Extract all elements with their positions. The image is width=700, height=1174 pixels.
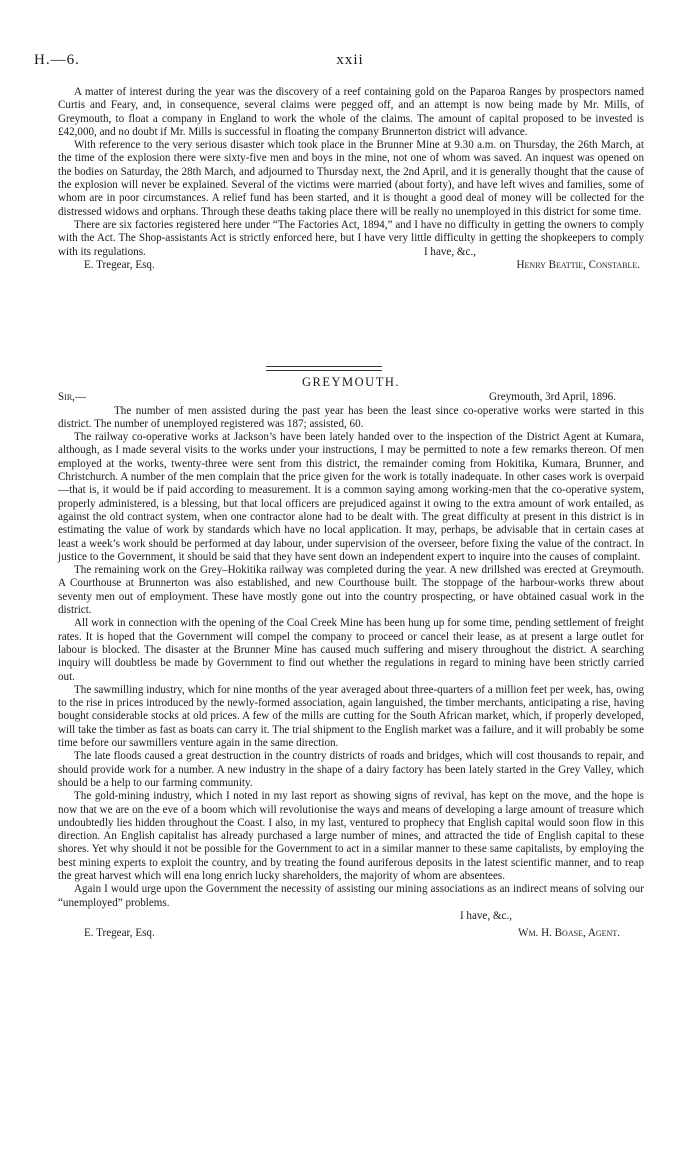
section-divider bbox=[266, 366, 382, 371]
paragraph: All work in connection with the opening of the Coal Creek Mine has been hung up for some time, pending settlement of freight rates. It is hoped that the Government will compel the company to proceed or cancel their lease, as at present a large outlet for labour is blocked. The disaster at the Brunner Mine has caused much suffering and misery throughout the district. A searching inquiry will doubtless be made by Government to find out whether the regulations in regard to mining have been strictly carried out. bbox=[58, 617, 644, 683]
addressee: E. Tregear, Esq. bbox=[84, 259, 155, 272]
salutation-line bbox=[58, 391, 644, 404]
paragraph: The gold-mining industry, which I noted in my last report as showing signs of revival, has kept on the move, and the hope is now that we are on the eve of a boom which will revolutionise the ways and means of developing a large amount of treasure which undoubtedly lies hidden throughout the Coast. I also, in my last, ventured to prophecy that English capital would soon flow in this direction. An English capitalist has already purchased a large number of mines, and attracted the tide of English capital to these shores. Yet why should it not be possible for the Government to act in a similar manner to these same capitalists, by employing the best mining experts to exploit the country, and by treating the found auriferous deposits in the latest scientific manner, and to reap the great harvest which will ena long enrich lucky shareholders, the majority of whom are absentees. bbox=[58, 790, 644, 882]
constable-report bbox=[58, 86, 644, 272]
salutation: Sir,— bbox=[58, 391, 87, 404]
paragraph: With reference to the very serious disaster which took place in the Brunner Mine at 9.30 a.m. on Thursday, the 26th March, at the time of the explosion there were sixty-five men and boys in the mine, not one of whom was saved. An inquest was opened on the bodies on Saturday, the 28th March, and adjourned to Thursday next, the 2nd April, and it is generally thought that the cause of the explosion will never be explained. Several of the victims were married (about forty), and have left wives and families, some of whom are in poor circumstances. A relief fund has been started, and it is thought a good deal of money will be collected for the distressed widows and orphans. Through these deaths taking place there will be really no unemployed in this district for some time. bbox=[58, 139, 644, 218]
paragraph: There are six factories registered here under “The Factories Act, 1894,” and I have no difficulty in getting the owners to comply with the Act. The Shop-assistants Act is strictly enforced here, but I have very little difficulty in getting the shopkeepers to comply with its regulations. bbox=[58, 218, 644, 258]
greymouth-report bbox=[58, 376, 644, 940]
signature-block bbox=[58, 259, 644, 272]
signatory: Henry Beattie, Constable. bbox=[516, 259, 640, 272]
addressee: E. Tregear, Esq. bbox=[84, 927, 155, 940]
page-header bbox=[34, 52, 666, 74]
closing: I have, &c., bbox=[423, 245, 476, 258]
page-number: xxii bbox=[336, 52, 364, 68]
paragraph: The railway co-operative works at Jackson’s have been lately handed over to the inspection of the District Agent at Kumara, although, as I made several visits to the works under your instructions, I may be permitted to note a few remarks thereon. Of men employed at the works, twenty-three were sent from this district, the remainder coming from Hokitika, Kumara, Brunner, and Christchurch. A number of the men complain that the price given for the work is totally inadequate. In other cases work is overpaid—that is, it would be if paid according to measurement. It is a common saying among working-men that the co-operative system, properly administered, is a blessing, but that local officers are prejudiced against it owing to the extra amount of work entailed, as against the old contract system, when one contractor alone had to be dealt with. The great difficulty at present in this district is in estimating the value of work by standards which have no local application. It may, perhaps, be advisable that in certain cases at least a week’s work should be performed at day labour, under supervision of the overseer, before fixing the value of the contract. In justice to the Government, it should be said that they have sent down an independent expert to inquire into the causes of complaint. bbox=[58, 431, 644, 563]
section-title: GREYMOUTH. bbox=[302, 375, 400, 389]
paragraph: A matter of interest during the year was the discovery of a reef containing gold on the Paparoa Ranges by prospectors named Curtis and Feary, and, in consequence, several claims were pegged off, and an attempt is now being made by Mr. Mills, of Greymouth, to float a company in England to work the whole of the claims. The amount of capital proposed to be invested is £42,000, and no doubt if Mr. Mills is successful in floating the company Brunnerton district will advance. bbox=[58, 86, 644, 138]
report-reference: H.—6. bbox=[34, 52, 80, 68]
paragraph: The sawmilling industry, which for nine months of the year averaged about three-quarters of a million feet per week, has, owing to the rise in prices introduced by the newly-formed association, again languished, the timber merchants, anticipating a rise, having bought considerable stocks at old prices. A few of the mills are cutting for the South African market, which, if properly developed, will take the timber as fast as boats can carry it. The trial shipment to the English market was a failure, and it will probably be some time before our sawmillers venture again in the same direction. bbox=[58, 683, 644, 750]
letter-date: Greymouth, 3rd April, 1896. bbox=[489, 391, 616, 404]
signature-block bbox=[58, 927, 644, 940]
closing: I have, &c., bbox=[459, 909, 512, 922]
paragraph: The number of men assisted during the past year has been the least since co-operative works were started in this district. The number of unemployed registered was 187; assisted, 60. bbox=[58, 404, 644, 430]
paragraph: The late floods caused a great destruction in the country districts of roads and bridges, which will cost thousands to repair, and should provide work for a number. A new industry in the shape of a dairy factory has been lately started in the Grey Valley, which should be a help to our farming community. bbox=[58, 750, 644, 789]
paragraph: The remaining work on the Grey–Hokitika railway was completed during the year. A new drillshed was erected at Greymouth. A Courthouse at Brunnerton was also established, and new Courthouse built. The stoppage of the harbour-works threw about seventy men out of employment. These have mostly gone out into the country prospecting, or have obtained casual work in the district. bbox=[58, 564, 644, 617]
signatory: Wm. H. Boase, Agent. bbox=[517, 927, 620, 940]
paragraph: Again I would urge upon the Government the necessity of assisting our mining associations as an indirect means of solving our “unemployed” problems. bbox=[58, 883, 644, 909]
